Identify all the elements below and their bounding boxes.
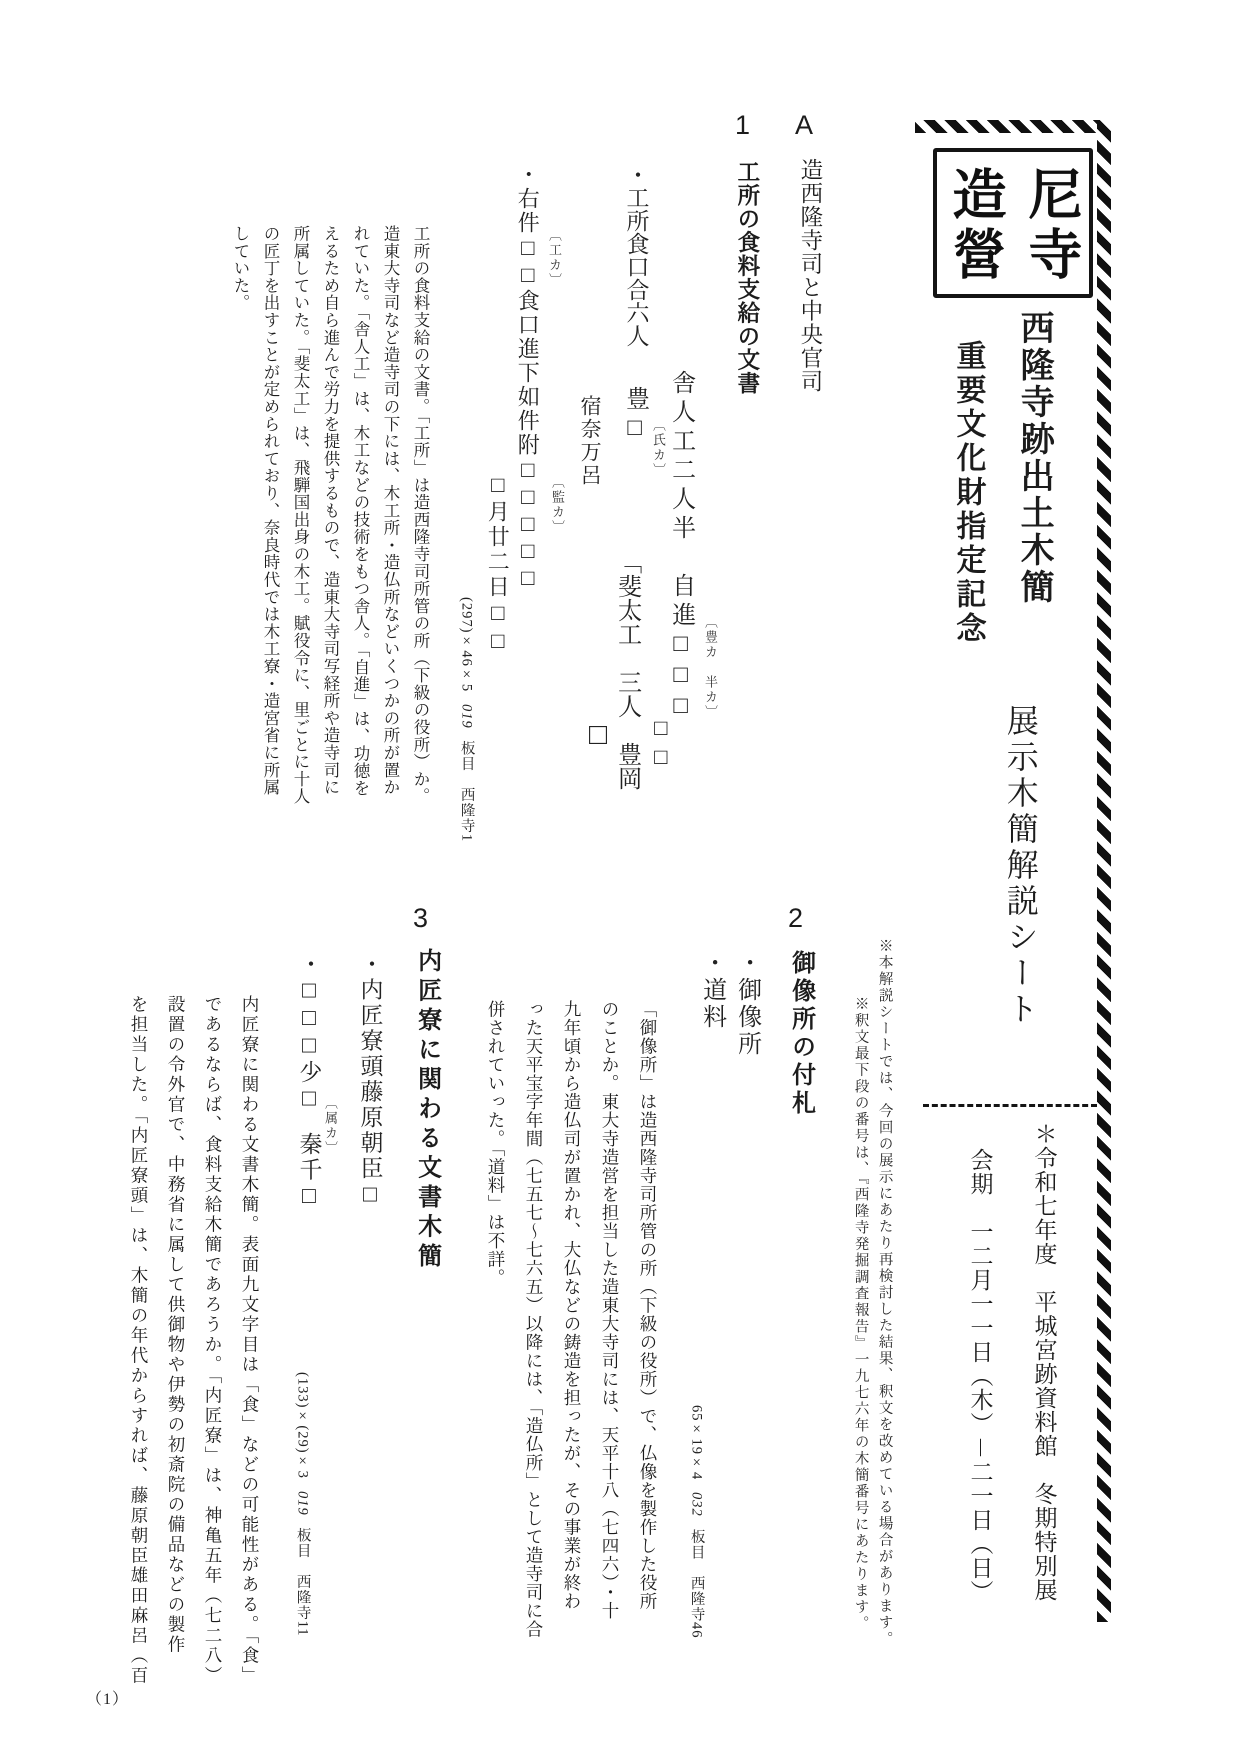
paragraph-column: のことか。東大寺造営を担当した造東大寺司には、天平十八（七四六）・十 [600, 1000, 620, 1621]
paragraph-column: 内匠寮に関わる文書木簡。表面九文字目は「食」などの可能性がある。「食」 [240, 995, 260, 1687]
mokkan3-dimensions [294, 1372, 311, 1637]
page-title: 展示木簡解説シート [1002, 704, 1039, 1028]
section-a-label: A [795, 110, 814, 140]
section-1-title: 工所の食料支給の文書 [734, 160, 760, 395]
mokkan3-line-1: ・内匠寮頭藤原朝臣□ [357, 952, 383, 1209]
page-number: （1） [86, 1691, 130, 1708]
footnote-2: ※釈文最下段の番号は、『西隆寺発掘調査報告』一九七六年の木簡番号にあたります。 [852, 996, 869, 1633]
paragraph-column: していた。 [231, 225, 250, 312]
section-3-title: 内匠寮に関わる文書木簡 [413, 948, 440, 1273]
section-2-paragraph [477, 1000, 667, 1680]
mokkan3-grain-id: 板目 西隆寺11 [294, 1527, 311, 1637]
mokkan2-code: 032 [688, 1492, 705, 1517]
mokkan1-hida-box-left: □ [581, 718, 615, 751]
exhibition-period: 会期 一二月一一日（木）－二一日（日） [967, 1148, 993, 1604]
mokkan3-code: 019 [294, 1490, 311, 1516]
mokkan1-back-annotation-2: 〔監カ〕 [549, 475, 565, 535]
section-2-title: 御像所の付札 [787, 950, 814, 1118]
section-3-paragraph [120, 995, 268, 1710]
mokkan1-dimensions [458, 597, 475, 842]
mokkan1-line-hida: 「斐太工 三人 豊岡 [613, 550, 640, 790]
section-a-title: 造西隆寺司と中央官司 [797, 158, 823, 393]
paragraph-column: 併されていった。「道料」は不詳。 [486, 1000, 506, 1288]
mokkan2-grain-id: 板目 西隆寺46 [688, 1529, 705, 1639]
mokkan2-size: 65×19×4 [688, 1405, 705, 1481]
section-3-label: 3 [413, 903, 429, 933]
stamp-col-left: 造營 [945, 166, 1005, 286]
paragraph-column: 工所の食料支給の文書。「工所」は造西隆寺司所管の所（下級の役所）か。 [411, 225, 430, 805]
paragraph-column: えるため自ら進んで労力を提供するもので、造東大寺司写経所や造寺司に [321, 225, 340, 796]
mokkan1-split-right: 舎人工二人半 自進□□□ [667, 370, 694, 724]
paragraph-column: であるならば、食料支給木簡であろうか。「内匠寮」は、神亀五年（七二八） [203, 995, 223, 1687]
mokkan2-line-1: ・御像所 [733, 950, 760, 1058]
footnote-1: ※本解説シートでは、今回の展示にあたり再検討した結果、釈文を改めている場合があります。 [876, 938, 893, 1648]
mokkan1-grain-id: 板目 西隆寺1 [458, 740, 475, 843]
dashed-divider [923, 1104, 1097, 1107]
mokkan1-sub-left: 宿奈万呂 [578, 395, 603, 487]
hatched-border-right [1097, 120, 1111, 1622]
paragraph-column: 設置の令外官で、中務省に属して供御物や伊勢の初斎院の備品などの製作 [166, 995, 186, 1655]
subtitle-main: 西隆寺跡出土木簡 [1015, 310, 1053, 606]
mokkan2-dimensions [688, 1405, 705, 1639]
mokkan3-annotation: 〔属カ〕 [322, 1096, 338, 1156]
mokkan1-sub-annotation: 〔氏カ〕 [650, 418, 666, 478]
section-1-label: 1 [735, 110, 751, 140]
stamp-col-right: 尼寺 [1021, 166, 1081, 286]
mokkan2-line-2: ・道料 [698, 950, 725, 1031]
hatched-border-top [915, 120, 1111, 133]
mokkan1-line-back: ・右件□□食口進下如件附□□□□□ [515, 163, 541, 592]
mokkan3-line-2b: 秦千□ [296, 1132, 322, 1211]
paragraph-column: の匠丁を出すことが定められており、奈良時代では木工寮・造宮省に所属 [261, 225, 280, 796]
mokkan1-sub-right: 豊□ [621, 386, 648, 446]
mokkan1-back-sub: □月廿二日□□ [485, 472, 511, 656]
paragraph-column: 所属していた。「斐太工」は、飛騨国出身の木工。賦役令に、里ごとに十人 [291, 225, 310, 805]
paragraph-column: 造東大寺司など造寺司の下には、木工所・造仏所などいくつかの所が置か [381, 225, 400, 796]
mokkan1-size: (297)×46×5 [458, 597, 475, 693]
exhibition-name: ＊令和七年度 平城宮跡資料館 冬期特別展 [1031, 1122, 1057, 1602]
paragraph-column: 九年頃から造仏司が置かれ、大仏などの鋳造を担ったが、その事業が終わ [562, 1000, 582, 1611]
subtitle-sub: 重要文化財指定記念 [951, 340, 985, 646]
paragraph-column: った天平宝字年間（七五七～七六五）以降には、「造仏所」として造寺司に合 [524, 1000, 544, 1639]
paragraph-column: を担当した。「内匠寮頭」は、木簡の年代からすれば、藤原朝臣雄田麻呂（百 [129, 995, 149, 1687]
mokkan3-size: (133)×(29)×3 [294, 1372, 311, 1479]
section-1-paragraph [225, 225, 435, 825]
mokkan3-line-2a: ・□□□少□ [296, 952, 322, 1113]
section-2-label: 2 [788, 903, 804, 933]
mokkan1-hida-boxes-right: □□ [648, 715, 674, 773]
calligraphy-stamp [933, 148, 1093, 298]
mokkan1-line-main: ・工所食口合六人 [623, 163, 649, 347]
paragraph-column: れていた。「舎人工」は、木工などの技術をもつ舎人。「自進」は、功徳を [351, 225, 370, 797]
mokkan1-split-annotation: 〔豊カ 半カ〕 [702, 615, 718, 720]
paragraph-column: 「御像所」は造西隆寺司所管の所（下級の役所）で、仏像を製作した役所 [638, 1000, 658, 1611]
stamp-text [937, 152, 1089, 294]
mokkan1-back-annotation-1: 〔工カ〕 [546, 228, 562, 288]
mokkan1-code: 019 [458, 704, 475, 729]
